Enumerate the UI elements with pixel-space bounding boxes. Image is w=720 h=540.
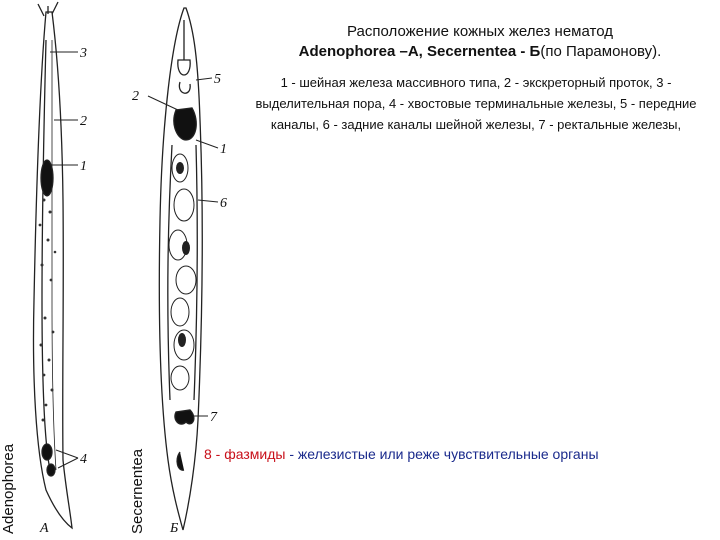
letter-b: Б <box>170 521 179 536</box>
label-b-1: 1 <box>220 142 227 157</box>
worm-b-phasmid <box>177 452 184 470</box>
worm-a-gut-inner <box>52 40 56 470</box>
side-label-adenophorea: Adenophorea <box>0 443 17 534</box>
worm-a-cervical-gland <box>41 160 53 196</box>
legend-text: 1 - шейная железа массивного типа, 2 - экскреторный проток, 3 - выделительная пора, 4 - хвостовые терминальные железы, 5 - передние каналы, 6 - задние каналы шейной железы, 7 - ректальные железы, <box>255 75 697 132</box>
worm-b-intestine-cells <box>169 154 196 390</box>
label-a-4: 4 <box>80 452 87 467</box>
label-b-6: 6 <box>220 196 227 211</box>
letter-a: А <box>40 521 49 536</box>
label-b-5: 5 <box>214 72 221 87</box>
label-b-2: 2 <box>132 89 139 104</box>
worm-a-head <box>38 2 58 16</box>
phasmid-note-text: - железистые или реже чувствительные органы <box>285 446 599 462</box>
worm-b-rectal-glands <box>175 410 194 424</box>
worm-b-body-outline <box>159 8 202 530</box>
worm-a-label-pointers <box>50 52 78 468</box>
phasmid-note <box>204 446 599 462</box>
worm-a-body-outline <box>34 12 73 528</box>
label-a-3: 3 <box>80 46 87 61</box>
label-b-7: 7 <box>210 410 217 425</box>
label-a-2: 2 <box>80 114 87 129</box>
page-title <box>240 22 720 62</box>
worm-a-tail-gland-2 <box>47 464 55 476</box>
title-line-2-bold: Adenophorea –А, Secernentea - Б <box>298 43 541 60</box>
title-line-2 <box>240 42 720 62</box>
title-line-2-rest: (по Парамонову). <box>540 43 662 60</box>
label-a-1: 1 <box>80 159 87 174</box>
side-label-secernentea: Secernentea <box>129 448 146 534</box>
worm-a-body-granules <box>39 199 57 422</box>
worm-b-bulb <box>174 108 196 140</box>
worm-a-tail-gland-1 <box>42 444 52 460</box>
phasmid-note-highlight: 8 - фазмиды <box>204 446 286 462</box>
title-line-1: Расположение кожных желез нематод <box>347 23 613 40</box>
worm-b-gut-wall-left <box>168 145 172 400</box>
worm-b-pharynx <box>178 20 190 93</box>
